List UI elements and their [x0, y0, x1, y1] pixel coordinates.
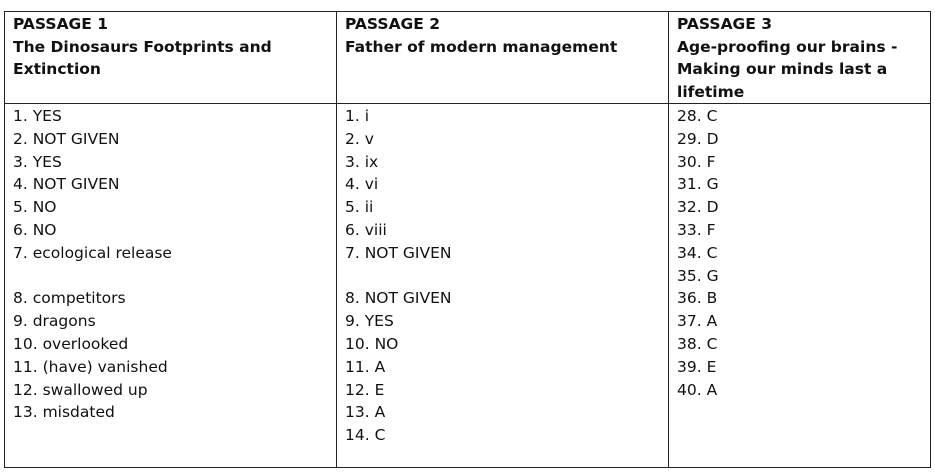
answer-item: 5. NO: [13, 198, 57, 217]
answer-item: 5. ii: [345, 198, 374, 217]
answer-item: 34. C: [677, 243, 718, 262]
header-row: [5, 12, 931, 104]
answer-item: 10. overlooked: [13, 334, 129, 353]
passage-1-answers: [5, 104, 337, 468]
answer-item: 4. NOT GIVEN: [13, 175, 120, 194]
passage-1-label: PASSAGE 1: [13, 15, 109, 33]
answer-item: 9. YES: [345, 312, 394, 331]
passage-2-header: [337, 12, 669, 104]
answer-item: 7. ecological release: [13, 243, 172, 262]
answer-item: 29. D: [677, 129, 719, 148]
answer-item: 8. competitors: [13, 289, 126, 308]
passage-3-header: [669, 12, 931, 104]
answer-item: 33. F: [677, 220, 716, 239]
answer-key-table: [4, 11, 931, 468]
answer-item: 38. C: [677, 334, 718, 353]
answer-item: 2. NOT GIVEN: [13, 129, 120, 148]
answer-item: 36. B: [677, 289, 718, 308]
answers-row: [5, 104, 931, 468]
answer-item: 12. E: [345, 380, 385, 399]
answer-item: 13. A: [345, 403, 386, 422]
passage-3-label: PASSAGE 3: [677, 15, 773, 33]
answer-item: 11. (have) vanished: [13, 357, 168, 376]
answer-item: 9. dragons: [13, 312, 96, 331]
answer-item: 37. A: [677, 312, 718, 331]
answer-item: 4. vi: [345, 175, 379, 194]
answer-item: 11. A: [345, 357, 386, 376]
answer-item: 3. YES: [13, 152, 62, 171]
passage-2-title: Father of modern management: [345, 37, 618, 56]
passage-2-label: PASSAGE 2: [345, 15, 441, 33]
answer-item: 30. F: [677, 152, 716, 171]
passage-2-answers: [337, 104, 669, 468]
answer-item: 8. NOT GIVEN: [345, 289, 452, 308]
answer-item: 12. swallowed up: [13, 380, 148, 399]
answer-item: 6. NO: [13, 220, 57, 239]
answer-item: 2. v: [345, 129, 374, 148]
answer-item: 39. E: [677, 357, 717, 376]
answer-spacer: [13, 265, 328, 288]
answer-item: 10. NO: [345, 334, 399, 353]
answer-item: 13. misdated: [13, 403, 115, 422]
answer-item: 3. ix: [345, 152, 379, 171]
answer-item: 28. C: [677, 107, 718, 125]
passage-1-header: [5, 12, 337, 104]
answer-item: 14. C: [345, 426, 386, 445]
answer-item: 35. G: [677, 266, 719, 285]
answer-item: 31. G: [677, 175, 719, 194]
passage-3-title: Age-proofing our brains - Making our minds last a lifetime: [677, 37, 898, 101]
answer-item: 40. A: [677, 380, 718, 399]
answer-item: 1. YES: [13, 107, 62, 125]
answer-spacer: [345, 265, 660, 288]
answer-item: 1. i: [345, 107, 370, 125]
passage-3-answers: [669, 104, 931, 468]
answer-item: 6. viii: [345, 220, 387, 239]
answer-item: 32. D: [677, 198, 719, 217]
answer-item: 7. NOT GIVEN: [345, 243, 452, 262]
passage-1-title: The Dinosaurs Footprints and Extinction: [13, 37, 272, 78]
